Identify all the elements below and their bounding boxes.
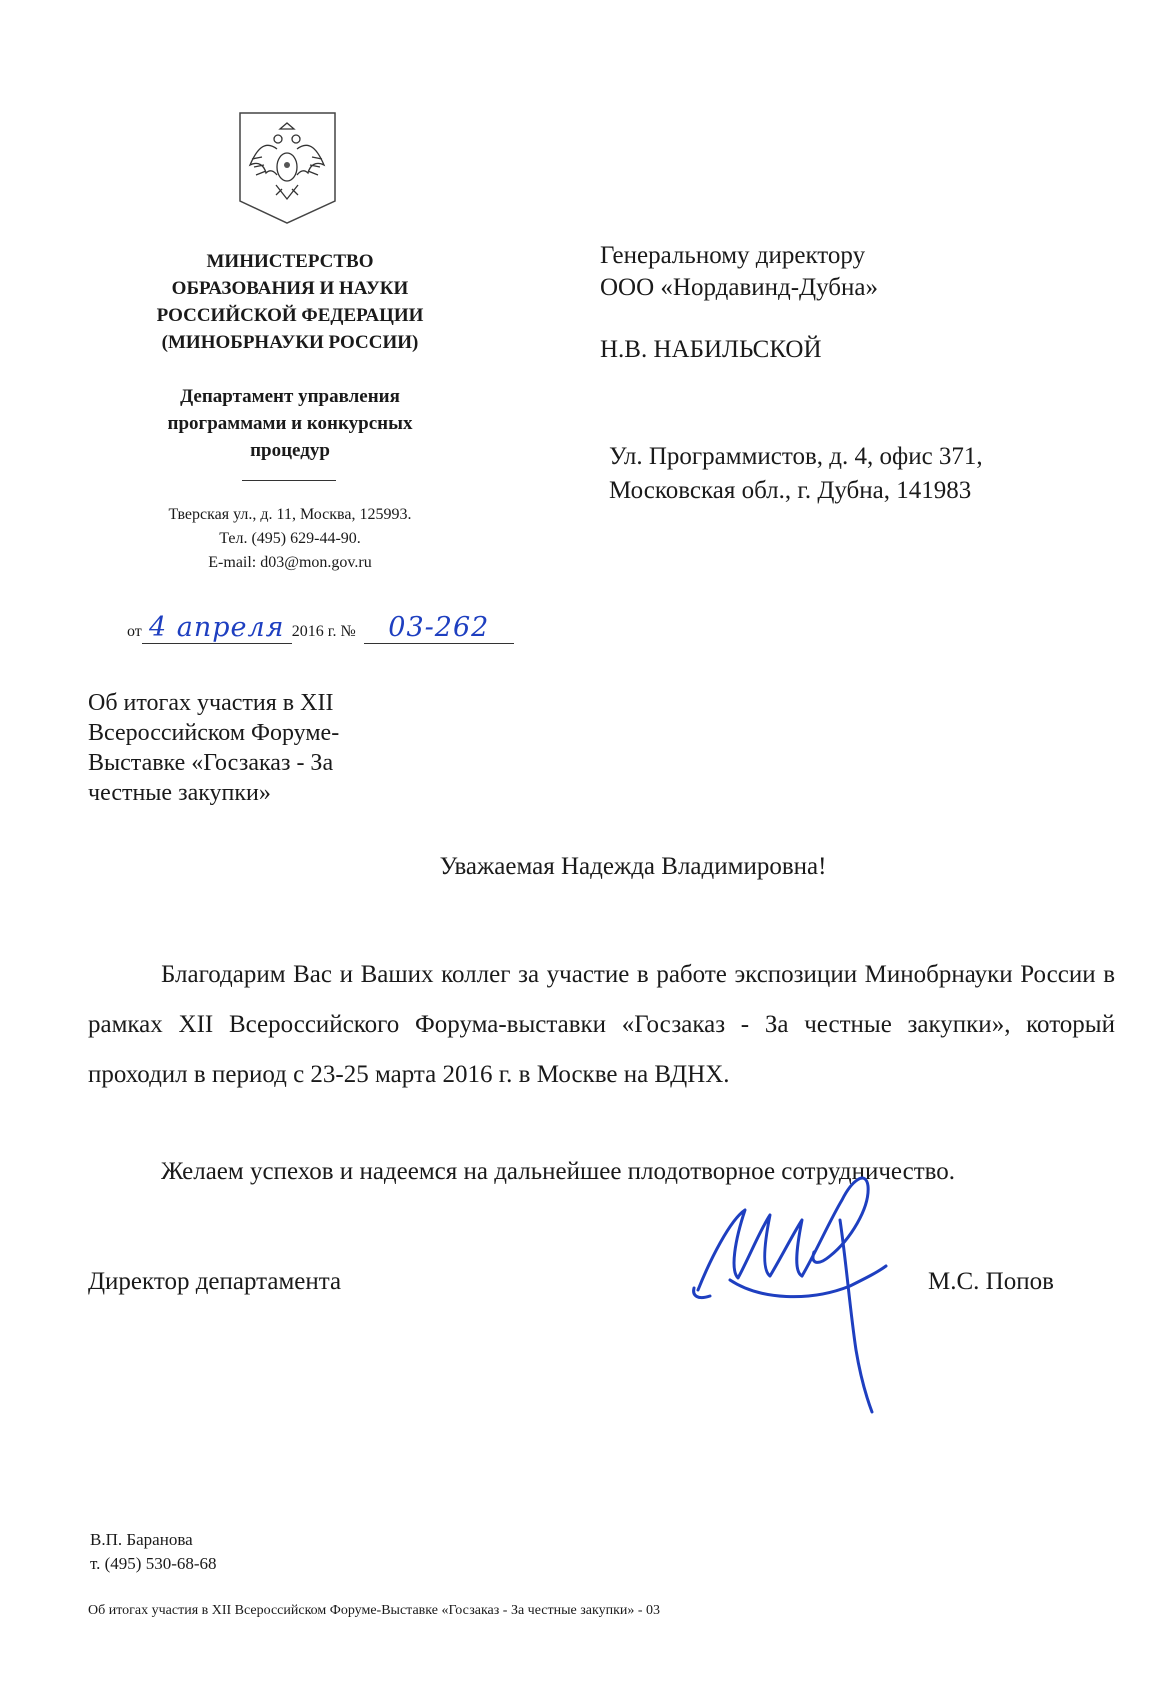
department-name <box>120 383 460 464</box>
number-field <box>364 612 514 644</box>
executor-phone: т. (495) 530-68-68 <box>90 1554 217 1573</box>
recipient-position <box>600 240 878 304</box>
department-name-line: процедур <box>250 440 330 461</box>
date-field <box>142 612 292 644</box>
department-name-line: программами и конкурсных <box>167 413 413 434</box>
signatory-name: М.С. Попов <box>928 1268 1054 1295</box>
coat-of-arms-icon <box>236 109 339 227</box>
recipient-address-line: Ул. Программистов, д. 4, офис 371, <box>609 443 983 470</box>
recipient-position-line: Генеральному директору <box>600 242 866 269</box>
signatory-title: Директор департамента <box>88 1268 342 1295</box>
document-footer: Об итогах участия в XII Всероссийском Форуме-Выставке «Госзаказ - За честные закупки» - 03 <box>88 1603 661 1618</box>
letter-subject: Об итогах участия в XII Всероссийском Форуме-Выставке «Госзаказ - За честные закупки» <box>88 690 340 806</box>
recipient-address <box>609 440 983 508</box>
greeting: Уважаемая Надежда Владимировна! <box>439 853 827 880</box>
recipient-address-line: Московская обл., г. Дубна, 141983 <box>609 477 972 504</box>
body-paragraph: Желаем успехов и надеемся на дальнейшее плодотворное сотрудничество. <box>161 1158 956 1185</box>
executor-name: В.П. Баранова <box>90 1530 193 1549</box>
sender-contacts <box>120 503 460 575</box>
executor-info <box>90 1528 217 1576</box>
divider <box>242 480 336 481</box>
recipient-company: ООО «Нордавинд-Дубна» <box>600 274 878 301</box>
handwritten-number: 03-262 <box>388 612 490 643</box>
year-suffix: 2016 г. № <box>291 623 356 640</box>
ministry-name-line: (МИНОБРНАУКИ РОССИИ) <box>161 332 419 353</box>
ministry-name-line: ОБРАЗОВАНИЯ И НАУКИ <box>171 278 409 299</box>
ministry-name <box>120 248 460 356</box>
recipient-name: Н.В. НАБИЛЬСКОЙ <box>600 336 822 363</box>
handwritten-date: 4 апреля <box>148 612 285 643</box>
registration-line <box>127 612 514 644</box>
body-paragraph: Благодарим Вас и Ваших коллег за участие в работе экспозиции Минобрнауки России в рамках XII Всероссийского Форума-выставки «Госзаказ - За честные закупки», который проходил в период с 23-25 марта 2016 г. в Москве на ВДНХ. <box>88 961 1115 1088</box>
department-name-line: Департамент управления <box>180 386 400 407</box>
sender-address: Тверская ул., д. 11, Москва, 125993. <box>168 506 412 523</box>
ministry-name-line: МИНИСТЕРСТВО <box>206 251 374 272</box>
ministry-name-line: РОССИЙСКОЙ ФЕДЕРАЦИИ <box>156 305 424 326</box>
handwritten-signature <box>690 1160 910 1420</box>
sender-email: E-mail: d03@mon.gov.ru <box>208 554 372 571</box>
sender-phone: Тел. (495) 629-44-90. <box>219 530 361 547</box>
date-prefix: от <box>127 623 142 640</box>
